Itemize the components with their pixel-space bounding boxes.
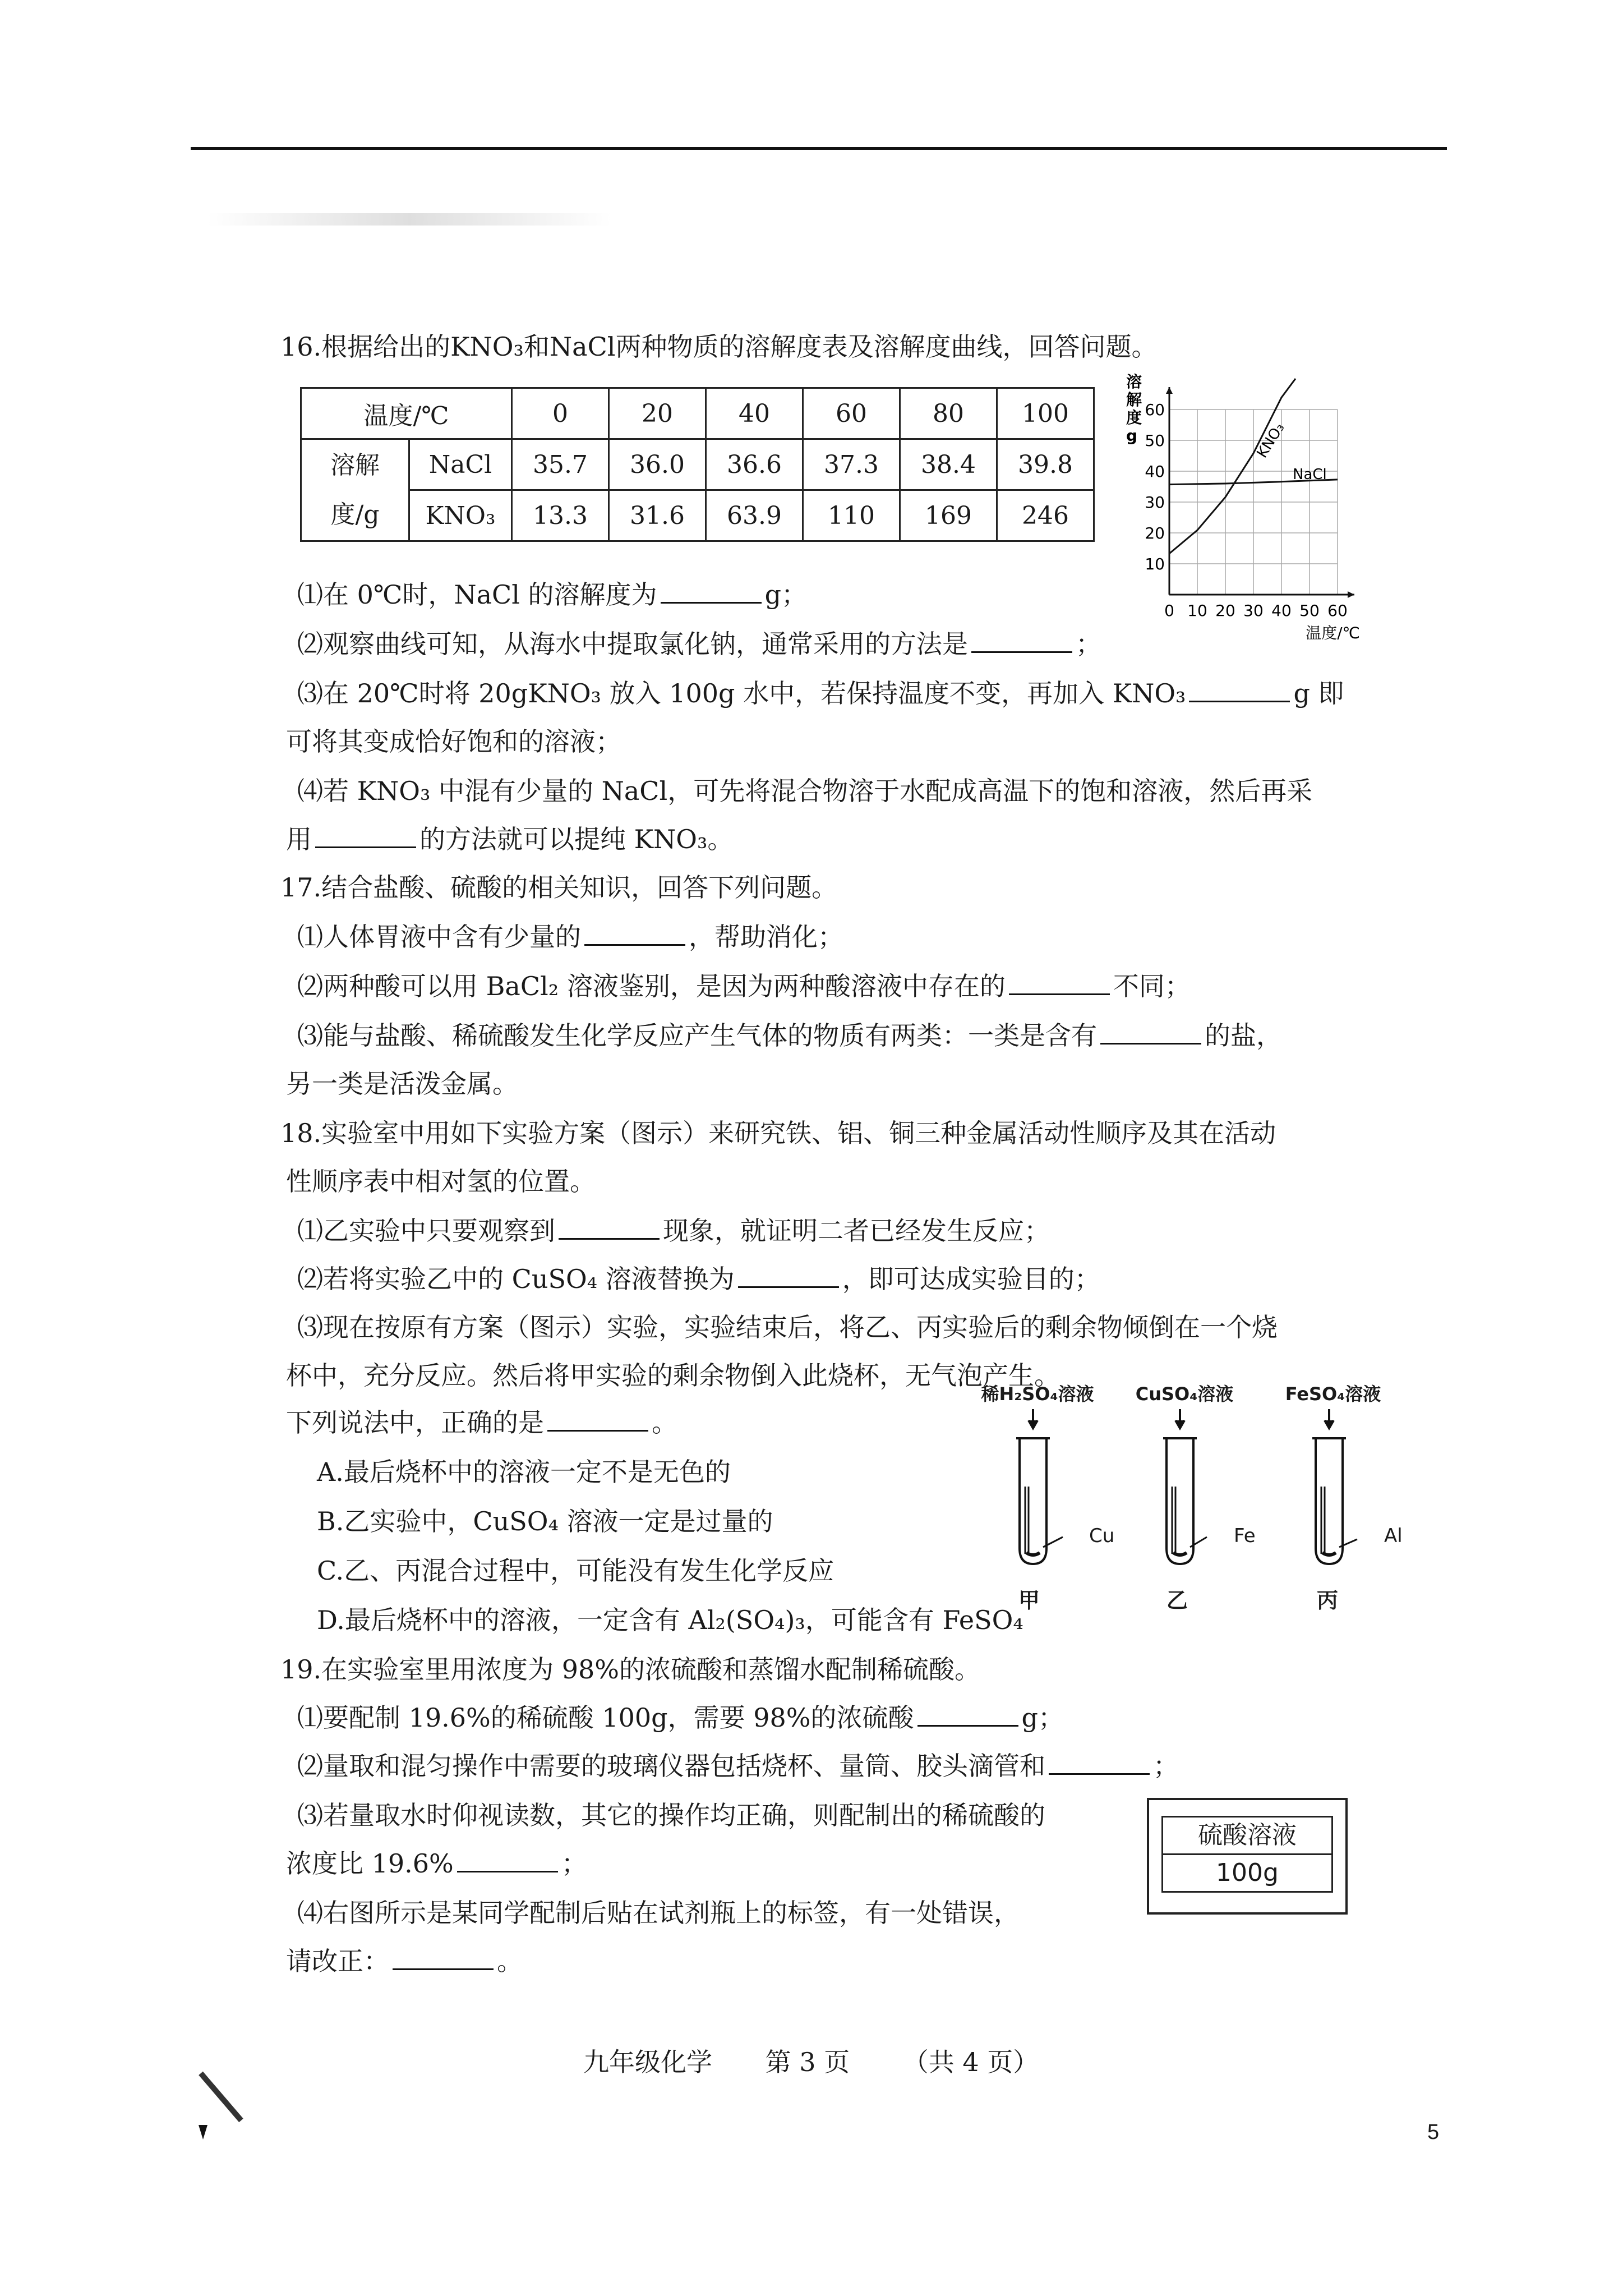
q17-p1-end: ，帮助消化；	[689, 922, 843, 952]
q19-p2-text: ⑵量取和混匀操作中需要的玻璃仪器包括烧杯、量筒、胶头滴管和	[297, 1751, 1045, 1781]
q19-p3b	[286, 1847, 587, 1880]
arrow-icon	[1175, 1420, 1184, 1428]
series-label: KNO₃	[1253, 420, 1288, 461]
footer-total: （共 4 页）	[902, 2047, 1039, 2077]
y-tick-label: 50	[1145, 431, 1165, 450]
test-tube-icon	[1316, 1438, 1343, 1564]
q18-p1	[297, 1214, 1050, 1248]
q19-p4b-text: 请改正：	[286, 1946, 389, 1976]
answer-blank[interactable]	[917, 1703, 1018, 1727]
q18-p1-text: ⑴乙实验中只要观察到	[297, 1216, 555, 1246]
nacl-cell: 35.7	[512, 439, 609, 490]
q19-p1-end: g；	[1021, 1703, 1064, 1733]
top-rule	[191, 147, 1447, 150]
row-group-label-1: 溶解	[330, 450, 380, 480]
q16-p2-text: ⑵观察曲线可知，从海水中提取氯化钠，通常采用的方法是	[297, 629, 968, 659]
answer-blank[interactable]	[547, 1407, 648, 1432]
temp-cell: 60	[803, 388, 900, 439]
y-axis-arrow-icon	[1166, 387, 1173, 394]
kno3-cell: 110	[803, 490, 900, 541]
scan-smudge	[208, 213, 611, 226]
q17-p2-end: 不同；	[1113, 971, 1191, 1001]
q19-p3b-end: ；	[561, 1848, 587, 1879]
q16-p3b: 可将其变成恰好饱和的溶液；	[286, 726, 621, 757]
y-tick-label: 10	[1145, 555, 1165, 573]
q16-p3-end: g 即	[1293, 678, 1344, 708]
q18-p3c	[286, 1406, 677, 1439]
answer-blank[interactable]	[1189, 678, 1290, 702]
q16-p2-end: ；	[1076, 629, 1101, 659]
kno3-cell: 13.3	[512, 490, 609, 541]
x-tick-label: 60	[1327, 601, 1348, 620]
footer-subject: 九年级化学	[583, 2047, 712, 2077]
arrow-icon	[1325, 1420, 1334, 1428]
answer-blank[interactable]	[1009, 971, 1110, 995]
q17-p3b: 另一类是活泼金属。	[286, 1069, 518, 1099]
x-tick-label: 20	[1215, 601, 1235, 620]
x-tick-label: 10	[1187, 601, 1207, 620]
q18-p1-end: 现象，就证明二者已经发生反应；	[663, 1216, 1050, 1246]
q19-p4b	[286, 1944, 523, 1978]
q19-p1-text: ⑴要配制 19.6%的稀硫酸 100g，需要 98%的浓硫酸	[297, 1703, 914, 1733]
q17-p2-text: ⑵两种酸可以用 BaCl₂ 溶液鉴别，是因为两种酸溶液中存在的	[297, 971, 1006, 1001]
y-axis-label: 溶解度 g	[1126, 372, 1142, 445]
scan-mark	[196, 2070, 258, 2143]
q18-option-b[interactable]: B.乙实验中，CuSO₄ 溶液一定是过量的	[317, 1506, 773, 1536]
q17-p3-end: 的盐，	[1205, 1020, 1282, 1051]
q19-p3b-text: 浓度比 19.6%	[286, 1848, 454, 1879]
kno3-cell: 169	[900, 490, 997, 541]
q18-option-d[interactable]: D.最后烧杯中的溶液，一定含有 Al₂(SO₄)₃，可能含有 FeSO₄	[317, 1605, 1023, 1635]
answer-blank[interactable]	[559, 1216, 660, 1240]
nacl-cell: 36.0	[609, 439, 706, 490]
kno3-cell: 246	[997, 490, 1094, 541]
q19-p2	[297, 1749, 1179, 1783]
series-line	[1169, 379, 1295, 554]
y-tick-label: 20	[1145, 524, 1165, 542]
test-tube-figure	[970, 1380, 1419, 1627]
q16-p4a: ⑷若 KNO₃ 中混有少量的 NaCl，可先将混合物溶于水配成高温下的饱和溶液，然后再采	[297, 776, 1313, 806]
q18-p3a: ⑶现在按原有方案（图示）实验，实验结束后，将乙、丙实验后的剩余物倾倒在一个烧	[297, 1312, 1278, 1342]
tube-name-label: 甲	[1018, 1588, 1040, 1613]
nacl-label: NaCl	[409, 439, 512, 490]
nacl-cell: 38.4	[900, 439, 997, 490]
tube-metal-label: Al	[1384, 1525, 1403, 1547]
q18-p2	[297, 1262, 1100, 1296]
label-line-2: 100g	[1163, 1853, 1331, 1891]
q17-p2	[297, 969, 1191, 1003]
answer-blank[interactable]	[738, 1264, 839, 1288]
solubility-chart	[1116, 370, 1424, 639]
q16-p3a	[297, 677, 1344, 710]
q17-title: 17.结合盐酸、硫酸的相关知识，回答下列问题。	[280, 872, 838, 903]
q17-p3-text: ⑶能与盐酸、稀硫酸发生化学反应产生气体的物质有两类：一类是含有	[297, 1020, 1097, 1051]
x-axis-arrow-icon	[1348, 591, 1354, 598]
q18-p3b: 杯中，充分反应。然后将甲实验的剩余物倒入此烧杯，无气泡产生。	[286, 1360, 1060, 1391]
y-tick-label: 30	[1145, 493, 1165, 512]
answer-blank[interactable]	[1100, 1020, 1201, 1045]
test-tube-icon	[1166, 1438, 1193, 1564]
q18-p3c-end: 。	[652, 1407, 677, 1438]
q16-p1-end: g；	[764, 579, 808, 610]
x-tick-label: 30	[1243, 601, 1264, 620]
test-tubes-drawing	[970, 1402, 1419, 1582]
page-footer	[583, 2042, 1083, 2079]
answer-blank[interactable]	[393, 1946, 494, 1970]
test-tube-icon	[1020, 1438, 1046, 1564]
q16-p3-text: ⑶在 20℃时将 20gKNO₃ 放入 100g 水中，若保持温度不变，再加入 KNO₃	[297, 678, 1186, 708]
answer-blank[interactable]	[315, 824, 416, 848]
nacl-cell: 39.8	[997, 439, 1094, 490]
temp-cell: 20	[609, 388, 706, 439]
q18-p2-end: ，即可达成实验目的；	[842, 1264, 1100, 1294]
q19-p4a: ⑷右图所示是某同学配制后贴在试剂瓶上的标签，有一处错误，	[297, 1898, 1020, 1928]
tube-name-label: 丙	[1317, 1588, 1339, 1613]
q16-title: 16.根据给出的KNO₃和NaCl两种物质的溶解度表及溶解度曲线，回答问题。	[280, 332, 1158, 362]
tube-name-label: 乙	[1166, 1588, 1188, 1613]
x-axis-label: 温度/℃	[1306, 624, 1360, 639]
q16-p1	[297, 578, 807, 611]
q19-p2-end: ；	[1153, 1751, 1179, 1781]
answer-blank[interactable]	[457, 1848, 558, 1872]
page-number: 5	[1427, 2120, 1440, 2144]
nacl-cell: 37.3	[803, 439, 900, 490]
answer-blank[interactable]	[1049, 1751, 1150, 1775]
q18-p3c-text: 下列说法中，正确的是	[286, 1407, 544, 1438]
q19-p3a: ⑶若量取水时仰视读数，其它的操作均正确，则配制出的稀硫酸的	[297, 1800, 1045, 1830]
q16-p1-text: ⑴在 0℃时，NaCl 的溶解度为	[297, 579, 657, 610]
row-group-label	[301, 439, 409, 541]
q18-title-b: 性顺序表中相对氢的位置。	[286, 1166, 596, 1197]
tube-metal-label: Cu	[1089, 1525, 1115, 1547]
q18-p2-text: ⑵若将实验乙中的 CuSO₄ 溶液替换为	[297, 1264, 735, 1294]
kno3-cell: 63.9	[706, 490, 803, 541]
tube-solution-label: 稀H₂SO₄溶液	[981, 1383, 1094, 1405]
series-label: NaCl	[1293, 466, 1327, 483]
temp-cell: 80	[900, 388, 997, 439]
reagent-label	[1161, 1816, 1333, 1893]
y-tick-label: 60	[1145, 401, 1165, 419]
x-tick-label: 40	[1271, 601, 1292, 620]
q17-p3a	[297, 1019, 1282, 1052]
kno3-cell: 31.6	[609, 490, 706, 541]
answer-blank[interactable]	[661, 579, 762, 604]
solubility-table	[300, 387, 1095, 542]
q18-option-c[interactable]: C.乙、丙混合过程中，可能没有发生化学反应	[317, 1556, 834, 1586]
tube-solution-label: CuSO₄溶液	[1135, 1383, 1234, 1405]
q17-p1	[297, 920, 843, 954]
q19-p1	[297, 1701, 1064, 1734]
q16-p4b	[286, 822, 733, 856]
tube-solution-label: FeSO₄溶液	[1285, 1383, 1381, 1405]
table-header-temp: 温度/℃	[301, 388, 512, 439]
answer-blank[interactable]	[584, 922, 685, 946]
q17-p1-text: ⑴人体胃液中含有少量的	[297, 922, 581, 952]
answer-blank[interactable]	[971, 629, 1072, 653]
row-group-label-2: 度/g	[330, 500, 380, 529]
q16-p2	[297, 627, 1101, 661]
q19-title: 19.在实验室里用浓度为 98%的浓硫酸和蒸馏水配制稀硫酸。	[280, 1654, 981, 1685]
arrow-icon	[1029, 1420, 1038, 1428]
label-line-1: 硫酸溶液	[1198, 1821, 1297, 1849]
q18-title-a: 18.实验室中用如下实验方案（图示）来研究铁、铝、铜三种金属活动性顺序及其在活动	[280, 1118, 1276, 1148]
tube-metal-label: Fe	[1234, 1525, 1256, 1547]
x-tick-label: 50	[1299, 601, 1320, 620]
y-tick-label: 40	[1145, 462, 1165, 481]
nacl-cell: 36.6	[706, 439, 803, 490]
temp-cell: 100	[997, 388, 1094, 439]
q19-p4b-end: 。	[497, 1946, 523, 1976]
q18-option-a[interactable]: A.最后烧杯中的溶液一定不是无色的	[317, 1457, 731, 1487]
reagent-label-figure	[1147, 1798, 1348, 1915]
kno3-label: KNO₃	[409, 490, 512, 541]
temp-cell: 40	[706, 388, 803, 439]
x-tick-label: 0	[1164, 601, 1174, 620]
q16-p4b-end: 的方法就可以提纯 KNO₃。	[419, 824, 734, 854]
q16-p4b-start: 用	[286, 824, 312, 854]
temp-cell: 0	[512, 388, 609, 439]
footer-page: 第 3 页	[765, 2047, 850, 2077]
